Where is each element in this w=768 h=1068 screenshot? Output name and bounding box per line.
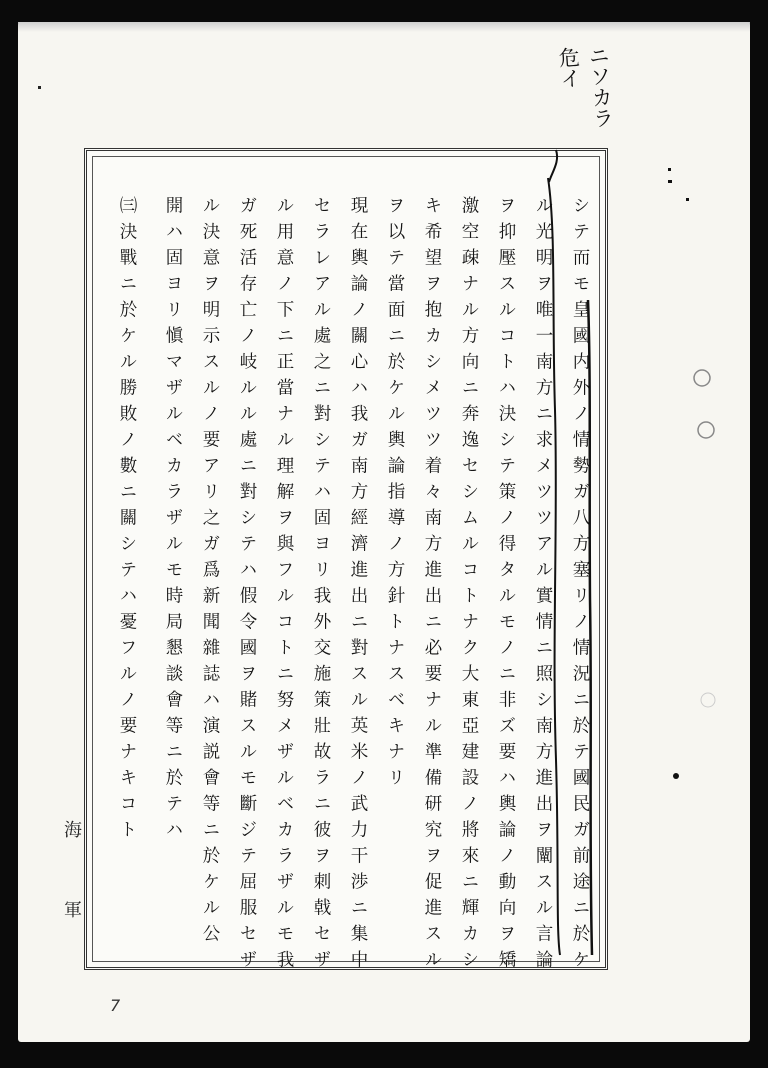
margin-label-bottom: 軍 — [61, 900, 82, 918]
text-column-2: ル光明ヲ唯一南方ニ求メツツアル實情ニ照シ南方進出ヲ闡スル言論 — [533, 196, 553, 976]
ink-speck-4 — [38, 86, 41, 89]
text-column-9: ル用意ノ下ニ正當ナル理解ヲ與フルコトニ努メザルベカラザルモ我 — [274, 196, 294, 976]
ink-dot — [673, 773, 679, 779]
binding-hole-top — [694, 370, 710, 386]
text-column-7: 現在輿論ノ關心ハ我ガ南方經濟進出ニ對スル英米ノ武力干渉ニ集中 — [348, 196, 368, 976]
ink-speck-1 — [668, 168, 671, 171]
text-column-1: シテ而モ皇國内外ノ情勢ガ八方塞リノ情況ニ於テ國民ガ前途ニ於ケ — [570, 196, 590, 976]
text-column-11: ル決意ヲ明示スルノ要アリ之ガ爲新聞雜誌ハ演説會等ニ於ケル公 — [200, 196, 220, 950]
pencil-sideline-right — [588, 300, 592, 955]
pencil-sideline-left — [548, 178, 560, 955]
ink-speck-2 — [668, 180, 672, 183]
text-column-10: ガ死活存亡ノ岐ルル處ニ對シテハ假令國ヲ賭スルモ斷ジテ屈服セザ — [237, 196, 257, 976]
text-column-6: ヲ以テ當面ニ於ケル輿論指導ノ方針トナスベキナリ — [385, 196, 405, 794]
text-column-4: 激空疎ナル方向ニ奔逸セシムルコトナク大東亞建設ノ將來ニ輝カシ — [459, 196, 479, 976]
text-column-13: ㈢決戰ニ於ケル勝敗ノ數ニ關シテハ憂フルノ要ナキコト — [117, 196, 137, 846]
text-column-12: 開ハ固ヨリ愼マザルベカラザルモ時局懇談會等ニ於テハ — [163, 196, 183, 846]
ink-speck-3 — [686, 198, 689, 201]
pencil-connector — [549, 150, 557, 182]
text-column-5: キ希望ヲ抱カシメツツ着々南方進出ニ必要ナル準備研究ヲ促進スル — [422, 196, 442, 976]
binding-hole-bottom — [698, 422, 714, 438]
binding-hole-faint — [701, 693, 715, 707]
text-column-8: セラレアル處之ニ對シテハ固ヨリ我外交施策壯故ラニ彼ヲ刺戟セザ — [311, 196, 331, 976]
margin-label-top: 海 — [61, 820, 82, 838]
handwritten-note: ニソカラ危イ — [555, 43, 616, 130]
page-number: 7 — [110, 996, 121, 1015]
text-column-3: ヲ抑壓スルコトハ決シテ策ノ得タルモノニ非ズ要ハ輿論ノ動向ヲ矯 — [496, 196, 516, 976]
